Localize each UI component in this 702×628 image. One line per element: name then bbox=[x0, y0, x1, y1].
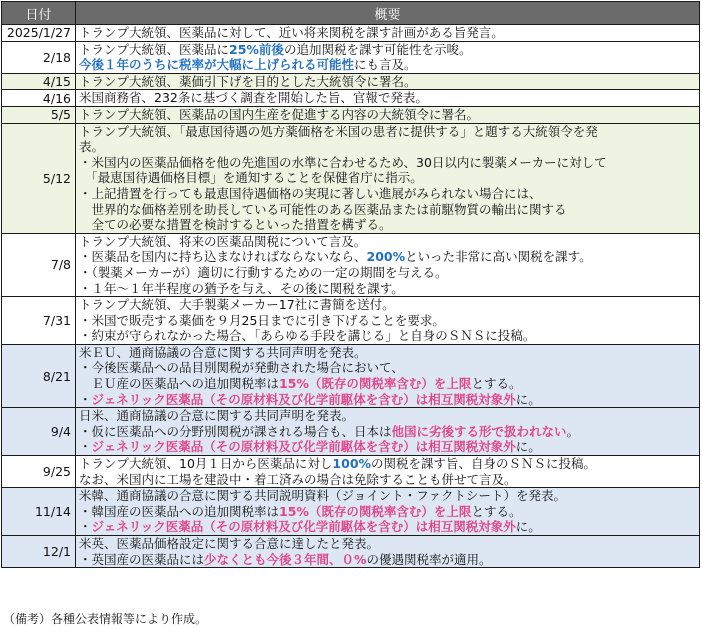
summary-line bbox=[79, 408, 699, 424]
table-row bbox=[2, 408, 700, 456]
table-row bbox=[2, 456, 700, 488]
summary-text: ・上記措置を行っても最恵国待遇価格の実現に著しい進展がみられない場合には、 bbox=[79, 185, 542, 201]
row-summary bbox=[76, 123, 700, 233]
table-row bbox=[2, 344, 700, 407]
row-summary bbox=[76, 536, 700, 568]
summary-text: 米ＥＵ、通商協議の合意に関する共同声明を発表。 bbox=[79, 344, 367, 360]
summary-line bbox=[79, 392, 699, 408]
summary-text: といった非常に高い関税を課す。 bbox=[405, 249, 592, 265]
summary-text: なお、米国内に工場を建設中・着工済みの場合は免除することも併せて言及。 bbox=[79, 471, 517, 487]
row-date: 5/12 bbox=[2, 123, 76, 233]
row-date: 2025/1/27 bbox=[2, 25, 76, 42]
highlight-pink-text: 少なくとも今後３年間、０% bbox=[204, 551, 367, 567]
summary-line bbox=[79, 424, 699, 440]
summary-line bbox=[79, 107, 699, 123]
summary-line bbox=[79, 360, 699, 376]
table-header-row bbox=[2, 2, 700, 25]
summary-text: ・仮に医薬品への分野別関税が課される場合も、日本は bbox=[79, 423, 392, 439]
summary-text: 米英、医薬品価格設定に関する合意に達したと発表。 bbox=[79, 536, 380, 551]
summary-text: ・韓国産の医薬品への追加関税率は bbox=[79, 503, 280, 519]
summary-line bbox=[79, 519, 699, 535]
summary-text: の関税を課す旨、自身のＳＮＳに投稿。 bbox=[371, 456, 597, 472]
summary-text: ・ bbox=[79, 519, 92, 535]
table-row bbox=[2, 25, 700, 42]
summary-line bbox=[79, 456, 699, 472]
summary-line bbox=[79, 345, 699, 361]
table-row bbox=[2, 90, 700, 107]
highlight-blue-text: 今後１年のうちに税率が大幅に上げられる可能性 bbox=[79, 57, 355, 73]
highlight-pink-text: ジェネリック医薬品（その原材料及び化学前駆体を含む）は相互関税対象外 bbox=[91, 391, 516, 407]
row-summary bbox=[76, 233, 700, 296]
row-date: 4/15 bbox=[2, 73, 76, 90]
row-date: 12/1 bbox=[2, 536, 76, 568]
row-summary bbox=[76, 25, 700, 42]
table-row bbox=[2, 106, 700, 123]
table-row bbox=[2, 123, 700, 233]
summary-line bbox=[79, 439, 699, 455]
table-row bbox=[2, 536, 700, 568]
summary-text: の優遇関税率が適用。 bbox=[366, 551, 492, 567]
row-summary bbox=[76, 41, 700, 73]
summary-text: トランプ大統領、医薬品に対して、近い将来関税を課す計画がある旨発言。 bbox=[79, 25, 504, 40]
table-body bbox=[2, 25, 700, 568]
summary-text: ・１年〜１年半程度の猶予を与え、その後に関税を課す。 bbox=[79, 280, 404, 296]
summary-line bbox=[79, 139, 699, 155]
summary-line bbox=[79, 488, 699, 504]
summary-line bbox=[79, 376, 699, 392]
summary-text: 。 bbox=[566, 423, 580, 439]
summary-text: ・約束が守られなかった場合、「あらゆる手段を講じる」と自身のＳＮＳに投稿。 bbox=[79, 328, 536, 344]
highlight-pink-text: 15%（既存の関税率含む）を上限 bbox=[279, 503, 472, 519]
summary-text: ＥＵ産の医薬品への追加関税率は bbox=[79, 376, 280, 392]
summary-text: 「最恵国待遇価格目標」を通知することを保健省庁に指示。 bbox=[79, 170, 423, 186]
table-row bbox=[2, 297, 700, 345]
table-row bbox=[2, 488, 700, 536]
summary-text: の追加関税を課す可能性を示唆。 bbox=[283, 41, 472, 57]
row-summary bbox=[76, 73, 700, 90]
table-row bbox=[2, 73, 700, 90]
timeline-table bbox=[1, 1, 700, 568]
highlight-pink-text: 15%（既存の関税率含む）を上限 bbox=[279, 376, 472, 392]
row-date: 7/31 bbox=[2, 297, 76, 345]
summary-text: 米韓、通商協議の合意に関する共同説明資料（ジョイント・ファクトシート）を発表。 bbox=[79, 488, 567, 504]
summary-line bbox=[79, 217, 699, 233]
summary-text: 全ての必要な措置を検討するといった措置を構ずる。 bbox=[79, 217, 392, 233]
summary-text: に。 bbox=[515, 519, 541, 535]
summary-text: ・（製薬メーカーが）適切に行動するための一定の期間を与える。 bbox=[79, 264, 448, 280]
summary-text: に。 bbox=[515, 391, 541, 407]
summary-line bbox=[79, 281, 699, 297]
summary-line bbox=[79, 472, 699, 488]
row-summary bbox=[76, 297, 700, 345]
table-row bbox=[2, 233, 700, 296]
summary-line bbox=[79, 234, 699, 250]
row-summary bbox=[76, 456, 700, 488]
summary-line bbox=[79, 552, 699, 568]
summary-line bbox=[79, 170, 699, 186]
summary-line bbox=[79, 313, 699, 329]
summary-line bbox=[79, 202, 699, 218]
header-date: 日付 bbox=[2, 2, 76, 25]
summary-text: 世界的な価格差別を助長している可能性のある医薬品または前駆物質の輸出に関する bbox=[79, 201, 567, 217]
summary-line bbox=[79, 90, 699, 106]
summary-text: にも言及。 bbox=[354, 57, 417, 73]
summary-text: 米国商務省、232条に基づく調査を開始した旨、官報で発表。 bbox=[79, 90, 428, 106]
summary-text: ・ bbox=[79, 439, 92, 455]
row-date: 11/14 bbox=[2, 488, 76, 536]
header-summary: 概要 bbox=[76, 2, 700, 25]
summary-line bbox=[79, 186, 699, 202]
row-date: 7/8 bbox=[2, 233, 76, 296]
summary-line bbox=[79, 57, 699, 73]
summary-text: ・米国で販売する薬価を９月25日までに引き下げることを要求。 bbox=[79, 312, 445, 328]
highlight-pink-text: ジェネリック医薬品（その原材料及び化学前駆体を含む）は相互関税対象外 bbox=[91, 519, 516, 535]
row-date: 4/16 bbox=[2, 90, 76, 107]
summary-text: ・英国産の医薬品には bbox=[79, 551, 205, 567]
footnote: （備考）各種公表情報等により作成。 bbox=[3, 612, 208, 626]
summary-line bbox=[79, 536, 699, 552]
summary-line bbox=[79, 328, 699, 344]
summary-text: トランプ大統領、医薬品の国内生産を促進する内容の大統領令に署名。 bbox=[79, 106, 480, 122]
summary-text: ・ bbox=[79, 391, 92, 407]
summary-line bbox=[79, 124, 699, 140]
row-summary bbox=[76, 106, 700, 123]
summary-text: 日米、通商協議の合意に関する共同声明を発表。 bbox=[79, 408, 355, 424]
row-date: 5/5 bbox=[2, 106, 76, 123]
row-date: 9/25 bbox=[2, 456, 76, 488]
table-row bbox=[2, 41, 700, 73]
summary-line bbox=[79, 297, 699, 313]
summary-text: とする。 bbox=[471, 503, 522, 519]
highlight-pink-text: ジェネリック医薬品（その原材料及び化学前駆体を含む）は相互関税対象外 bbox=[91, 439, 516, 455]
highlight-blue-text: 25%前後 bbox=[229, 41, 284, 57]
summary-text: トランプ大統領、薬価引下げを目的とした大統領令に署名。 bbox=[79, 73, 417, 89]
summary-line bbox=[79, 504, 699, 520]
row-summary bbox=[76, 408, 700, 456]
row-summary bbox=[76, 344, 700, 407]
summary-text: トランプ大統領、将来の医薬品関税について言及。 bbox=[79, 233, 367, 249]
highlight-blue-text: 100% bbox=[332, 456, 372, 472]
summary-line bbox=[79, 249, 699, 265]
row-summary bbox=[76, 90, 700, 107]
highlight-pink-text: 他国に劣後する形で扱われない bbox=[391, 423, 567, 439]
summary-text: 表。 bbox=[79, 139, 105, 155]
summary-line bbox=[79, 155, 699, 171]
summary-text: トランプ大統領、医薬品に bbox=[79, 41, 230, 57]
summary-text: ・医薬品を国内に持ち込まなければならないなら、 bbox=[79, 249, 367, 265]
row-date: 2/18 bbox=[2, 41, 76, 73]
summary-text: ・米国内の医薬品価格を他の先進国の水準に合わせるため、30日以内に製薬メーカーに対して bbox=[79, 154, 607, 170]
summary-text: トランプ大統領、大手製薬メーカー17社に書簡を送付。 bbox=[79, 297, 395, 313]
summary-text: に。 bbox=[515, 439, 541, 455]
row-date: 9/4 bbox=[2, 408, 76, 456]
summary-line bbox=[79, 25, 699, 41]
summary-text: とする。 bbox=[471, 376, 522, 392]
summary-line bbox=[79, 265, 699, 281]
summary-text: トランプ大統領、10月１日から医薬品に対し bbox=[79, 456, 333, 472]
summary-text: トランプ大統領、「最恵国待遇の処方薬価格を米国の患者に提供する」と題する大統領令を発 bbox=[79, 123, 598, 139]
summary-line bbox=[79, 42, 699, 58]
summary-text: ・今後医薬品への品目別関税が発動された場合において、 bbox=[79, 360, 404, 376]
row-date: 8/21 bbox=[2, 344, 76, 407]
highlight-blue-text: 200% bbox=[366, 249, 406, 265]
summary-line bbox=[79, 74, 699, 90]
row-summary bbox=[76, 488, 700, 536]
